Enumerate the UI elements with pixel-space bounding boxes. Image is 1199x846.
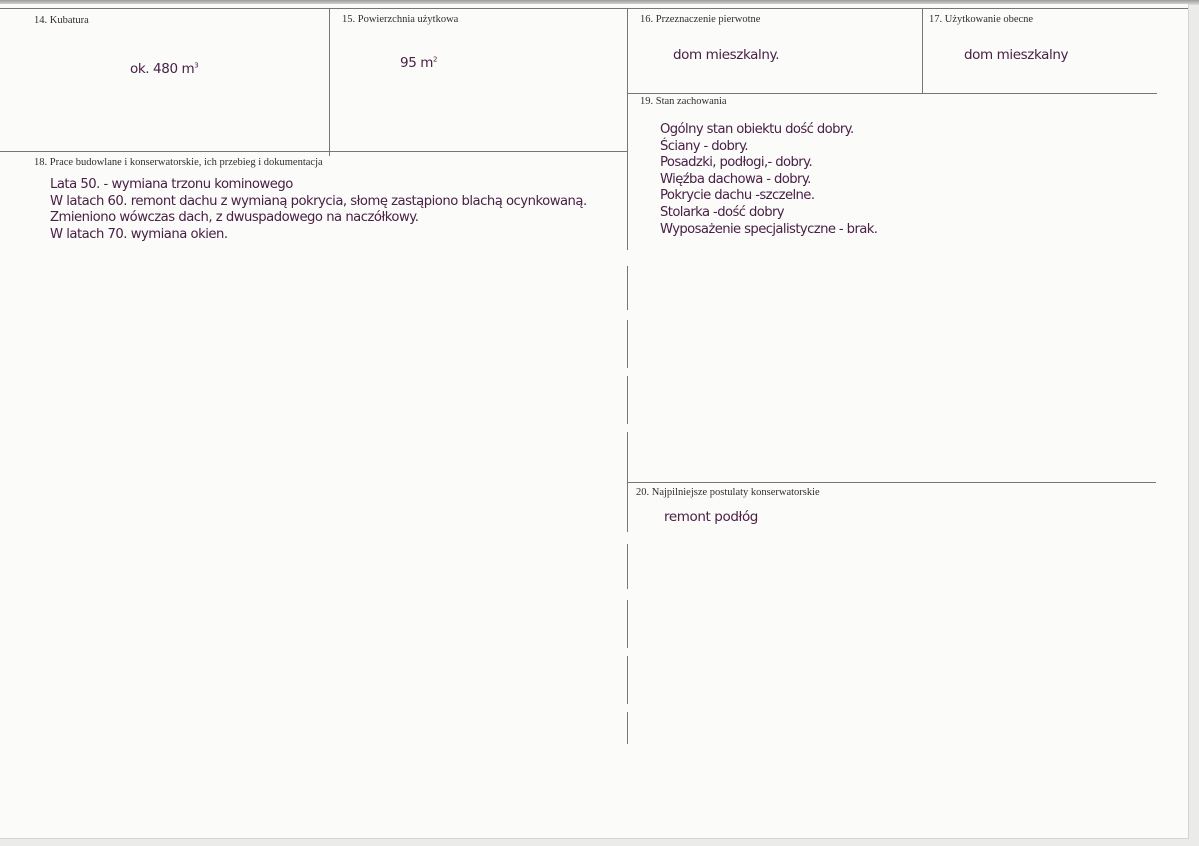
field-19-line: Stolarka -dość dobry [660,204,785,220]
field-17-value: dom mieszkalny [964,47,1069,63]
rule-under-14-15 [0,151,627,152]
field-18-line: W latach 60. remont dachu z wymianą pokrycia, słomę zastąpiono blachą ocynkowaną. [50,193,587,209]
field-15-value [400,55,437,71]
field-19-line: Więźba dachowa - dobry. [660,171,811,187]
field-16-label: 16. Przeznaczenie pierwotne [640,14,761,25]
rule-top [0,8,1188,9]
field-20-value: remont podłóg [664,509,758,525]
field-18-line: Lata 50. - wymiana trzonu kominowego [50,177,293,192]
rule-center-seg [627,376,628,424]
field-19-line: Pokrycie dachu -szczelne. [660,188,815,204]
rule-col-16-17 [922,8,923,94]
field-15-unit: 2 [433,55,438,64]
field-16-value: dom mieszkalny. [673,47,780,63]
field-19-line: Ogólny stan obiektu dość dobry. [660,122,854,137]
rule-center-seg [627,432,628,532]
field-14-unit: 3 [194,61,199,70]
field-18-lines [50,177,587,243]
field-19-line: Wyposażenie specjalistyczne - brak. [660,221,878,237]
rule-col-14-15 [329,8,330,156]
field-18-line: Zmieniono wówczas dach, z dwuspadowego na naczółkowy. [50,210,419,226]
rule-center-seg [627,712,628,744]
rule-center-seg [627,600,628,648]
form-sheet [0,4,1189,839]
field-14-text: ok. 480 m [130,61,195,77]
rule-center [627,8,628,250]
rule-above-20 [627,482,1156,483]
rule-center-seg [627,320,628,368]
rule-center-seg [627,266,628,310]
field-15-text: 95 m [400,55,434,71]
field-18-line: W latach 70. wymiana okien. [50,226,228,242]
field-15-label: 15. Powierzchnia użytkowa [342,14,459,25]
field-19-line: Ściany - dobry. [660,138,749,154]
field-19-label: 19. Stan zachowania [640,96,727,107]
field-14-label: 14. Kubatura [34,15,89,26]
rule-under-16-17 [627,93,1157,94]
field-20-label: 20. Najpilniejsze postulaty konserwatorskie [636,487,820,498]
rule-center-seg [627,656,628,704]
field-19-line: Posadzki, podłogi,- dobry. [660,155,813,171]
rule-center-seg [627,544,628,589]
field-14-value [130,61,198,77]
field-19-lines [660,122,877,238]
field-18-label: 18. Prace budowlane i konserwatorskie, ich przebieg i dokumentacja [34,157,323,168]
field-17-label: 17. Użytkowanie obecne [929,14,1034,25]
